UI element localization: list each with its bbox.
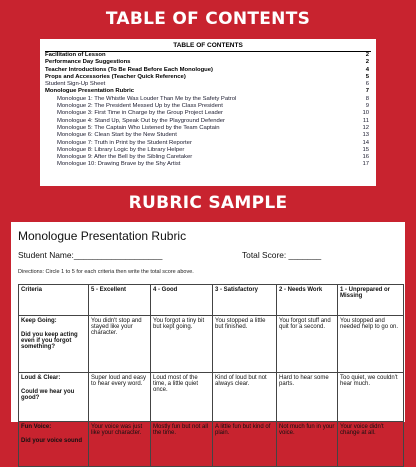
score-cell: Loud most of the time, a little quiet once.	[151, 373, 213, 422]
toc-entry-title: Monologue 9: After the Bell by the Sibling Caretaker	[57, 154, 193, 161]
score-cell: Hard to hear some parts.	[277, 373, 338, 422]
score-cell: Mostly fun but not all the time.	[151, 422, 213, 467]
rubric-header-row	[19, 285, 404, 316]
toc-heading: TABLE OF CONTENTS	[45, 41, 371, 52]
toc-entry-title: Student Sign-Up Sheet	[45, 81, 106, 88]
toc-entry[interactable]	[45, 161, 371, 168]
score-cell: Your voice didn't change at all.	[338, 422, 404, 467]
rubric-fields	[18, 250, 399, 260]
criterion-question: Did you keep acting even if you forgot something?	[21, 332, 78, 350]
score-cell: Not much fun in your voice.	[277, 422, 338, 467]
toc-entry-page: 6	[365, 81, 369, 88]
score-cell: Your voice was just like your character.	[89, 422, 151, 467]
toc-entry-page: 16	[362, 154, 369, 161]
score-cell: You forgot stuff and quit for a second.	[277, 316, 338, 373]
criterion-label: Fun Voice:	[21, 424, 52, 430]
score-cell: Kind of loud but not always clear.	[213, 373, 277, 422]
toc-entry-page: 10	[362, 110, 369, 117]
criterion-cell	[19, 422, 89, 467]
header-good: 4 - Good	[151, 285, 213, 316]
toc-banner-title: TABLE OF CONTENTS	[105, 9, 311, 29]
toc-entry[interactable]	[45, 103, 371, 110]
rubric-sample-panel	[11, 222, 405, 444]
score-cell: You stopped a little but finished.	[213, 316, 277, 373]
toc-entry[interactable]	[45, 125, 371, 132]
toc-entry-page: 5	[365, 73, 369, 80]
toc-entry-title: Monologue 6: Clean Start by the New Student	[57, 132, 177, 139]
header-criteria: Criteria	[19, 285, 89, 316]
toc-entry[interactable]	[45, 132, 371, 139]
criterion-label: Keep Going:	[21, 318, 57, 324]
toc-entry[interactable]	[45, 52, 371, 59]
score-cell: You forgot a tiny bit but kept going.	[151, 316, 213, 373]
criterion-cell	[19, 373, 89, 422]
toc-entry-title: Monologue 1: The Whistle Was Louder Than Me by the Safety Patrol	[57, 95, 237, 102]
toc-entry[interactable]	[45, 59, 371, 66]
toc-entry-page: 15	[362, 146, 369, 153]
criterion-cell	[19, 316, 89, 373]
table-row	[19, 422, 404, 467]
rubric-directions: Directions: Circle 1 to 5 for each criteria then write the total score above.	[18, 269, 194, 275]
header-excellent: 5 - Excellent	[89, 285, 151, 316]
toc-entry-page: 14	[362, 139, 369, 146]
toc-entry[interactable]	[45, 110, 371, 117]
toc-entry-page: 2	[365, 52, 369, 58]
table-of-contents-panel	[40, 39, 376, 186]
student-name-field: Student Name:___________________	[18, 250, 163, 260]
toc-entry-page: 4	[365, 66, 369, 73]
toc-entry[interactable]	[45, 96, 371, 103]
toc-entry-title: Monologue 4: Stand Up, Speak Out by the Playground Defender	[57, 117, 225, 124]
toc-entry-page: 7	[365, 88, 369, 95]
toc-entry-page: 12	[362, 124, 369, 131]
criterion-label: Loud & Clear:	[21, 375, 61, 381]
toc-entry-title: Teacher Introductions (To Be Read Before Each Monologue)	[45, 66, 214, 73]
toc-entry-page: 17	[362, 161, 369, 168]
header-needs-work: 2 - Needs Work	[277, 285, 338, 316]
toc-entry[interactable]	[45, 147, 371, 154]
toc-entry-title: Monologue 2: The President Messed Up by the Class President	[57, 103, 223, 110]
criterion-question: Could we hear you good?	[21, 389, 75, 401]
total-score-field: Total Score: _______	[242, 250, 322, 260]
toc-entry-title: Props and Accessories (Teacher Quick Reference)	[45, 73, 186, 80]
toc-entry[interactable]	[45, 88, 371, 95]
toc-entry-title: Facilitation of Lesson	[45, 52, 106, 58]
table-row	[19, 316, 404, 373]
score-cell: You stopped and needed help to go on.	[338, 316, 404, 373]
toc-entry-title: Monologue 10: Drawing Brave by the Shy Artist	[57, 161, 181, 168]
rubric-banner-title: RUBRIC SAMPLE	[128, 193, 288, 213]
toc-entry-page: 9	[365, 103, 369, 110]
toc-entry-page: 2	[365, 59, 369, 66]
toc-entry-title: Performance Day Suggestions	[45, 59, 131, 66]
toc-entry-title: Monologue 3: First Time in Charge by the Group Project Leader	[57, 110, 224, 117]
toc-entry-title: Monologue Presentation Rubric	[45, 88, 135, 95]
score-cell: Super loud and easy to hear every word.	[89, 373, 151, 422]
toc-entry[interactable]	[45, 118, 371, 125]
criterion-question: Did your voice sound	[21, 438, 83, 444]
toc-entry-title: Monologue 5: The Captain Who Listened by the Team Captain	[57, 124, 220, 131]
score-cell: You didn't stop and stayed like your character.	[89, 316, 151, 373]
toc-entry[interactable]	[45, 154, 371, 161]
rubric-title: Monologue Presentation Rubric	[18, 229, 187, 243]
toc-entry[interactable]	[45, 81, 371, 88]
toc-list	[45, 52, 371, 169]
toc-entry[interactable]	[45, 140, 371, 147]
toc-entry-title: Monologue 8: Library Logic by the Library Helper	[57, 146, 185, 153]
header-unprepared: 1 - Unprepared or Missing	[338, 285, 404, 316]
toc-entry-page: 11	[362, 117, 369, 124]
toc-entry-page: 8	[365, 95, 369, 102]
toc-entry[interactable]	[45, 67, 371, 74]
score-cell: A little fun but kind of plain.	[213, 422, 277, 467]
toc-entry-page: 13	[362, 132, 369, 139]
toc-entry-title: Monologue 7: Truth in Print by the Student Reporter	[57, 139, 192, 146]
toc-entry[interactable]	[45, 74, 371, 81]
rubric-table	[18, 284, 404, 467]
score-cell: Too quiet, we couldn't hear much.	[338, 373, 404, 422]
header-satisfactory: 3 - Satisfactory	[213, 285, 277, 316]
table-row	[19, 373, 404, 422]
